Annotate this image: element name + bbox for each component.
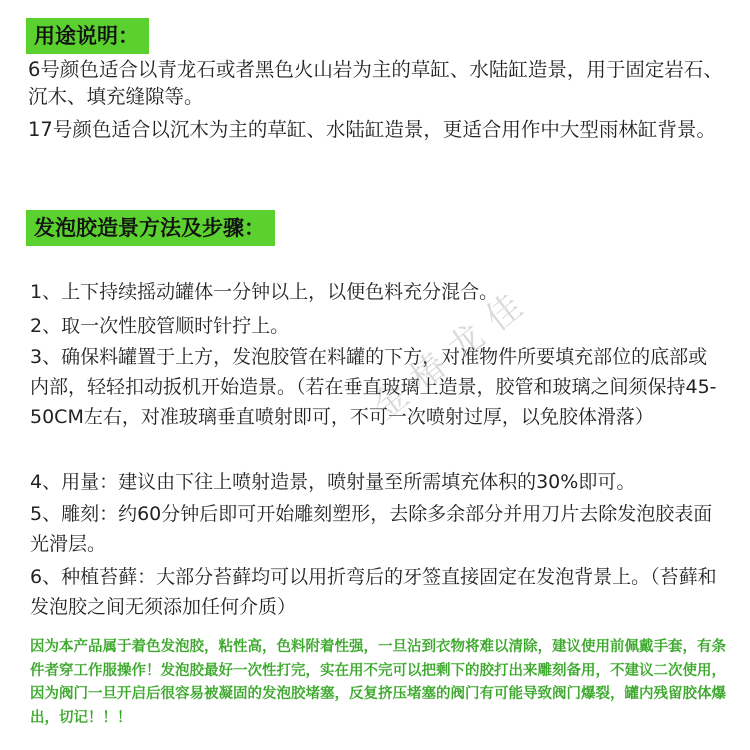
step-item: 4、用量：建议由下往上喷射造景，喷射量至所需填充体积的30%即可。 [30,471,636,493]
usage-heading: 用途说明： [26,18,149,54]
usage-paragraph-color-6: 6号颜色适合以青龙石或者黑色火山岩为主的草缸、水陆缸造景，用于固定岩石、沉木、填充缝隙等。 [28,58,723,108]
step-item: 3、确保料罐置于上方，发泡胶管在料罐的下方，对准物件所要填充部位的底部或内部，轻轻扣动扳机开始造景。（若在垂直玻璃上造景，胶管和玻璃之间须保持45-50CM左右，对准玻璃垂直喷射即可，不可一次喷射过厚，以免胶体滑落） [30,346,717,428]
step-item: 6、种植苔藓：大部分苔藓均可以用折弯后的牙签直接固定在发泡背景上。（苔藓和发泡胶之间无须添加任何介质） [30,566,717,618]
warning-note: 因为本产品属于着色发泡胶，粘性高，色料附着性强，一旦沾到衣物将难以清除，建议使用前佩戴手套，有条件者穿工作服操作！发泡胶最好一次性打完，实在用不完可以把剩下的胶打出来雕刻备用，不建议二次使用，因为阀门一旦开启后很容易被凝固的发泡胶堵塞，反复挤压堵塞的阀门有可能导致阀门爆裂，罐内残留胶体爆出，切记！！！ [30,639,726,726]
watermark: 金椿龙佳 [364,278,541,428]
step-item: 5、雕刻：约60分钟后即可开始雕刻塑形，去除多余部分并用刀片去除发泡胶表面光滑层。 [30,503,713,555]
step-item: 1、上下持续摇动罐体一分钟以上，以便色料充分混合。 [30,281,499,303]
step-item: 2、取一次性胶管顺时针拧上。 [30,315,290,337]
method-heading: 发泡胶造景方法及步骤： [26,210,275,246]
usage-paragraph-color-17: 17号颜色适合以沉木为主的草缸、水陆缸造景，更适合用作中大型雨林缸背景。 [28,118,716,141]
